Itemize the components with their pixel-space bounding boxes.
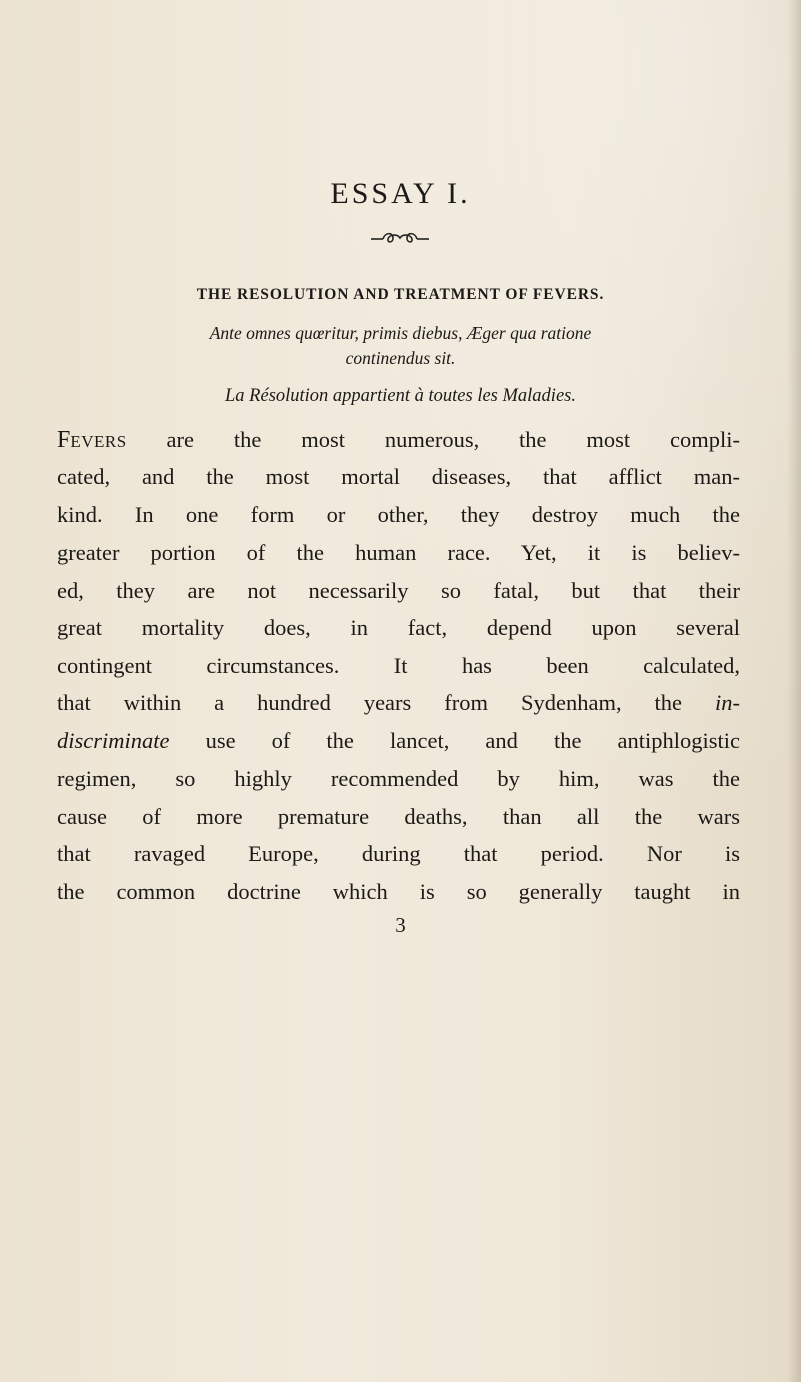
- epigraph-latin-line1: Ante omnes quœritur, primis diebus, Æger qua ratione: [209, 323, 592, 343]
- body-line: that ravaged Europe, during that period. Nor is: [57, 841, 740, 866]
- essay-subtitle: THE RESOLUTION AND TREATMENT OF FEVERS.: [196, 286, 605, 303]
- essay-title: ESSAY I.: [330, 177, 471, 210]
- body-line: [57, 428, 740, 452]
- body-line: the common doctrine which is so generally taught in: [57, 879, 740, 904]
- body-line: cated, and the most mortal diseases, that afflict man-: [57, 464, 740, 489]
- italic-word: discriminate: [57, 728, 170, 753]
- body-line-text: use of the lancet, and the antiphlogistic: [169, 728, 740, 753]
- body-line: ed, they are not necessarily so fatal, but that their: [57, 578, 740, 603]
- body-line: [57, 730, 740, 753]
- first-word-initial: F: [57, 427, 71, 453]
- body-line: kind. In one form or other, they destroy much the: [57, 502, 740, 527]
- page-number: 3: [395, 913, 406, 937]
- epigraph-french: La Résolution appartient à toutes les Maladies.: [225, 386, 576, 406]
- body-line: cause of more premature deaths, than all the wars: [57, 804, 740, 829]
- body-line-text: that within a hundred years from Sydenham, the: [57, 690, 715, 715]
- body-line: greater portion of the human race. Yet, it is believ-: [57, 540, 740, 565]
- body-line-text: are the most numerous, the most compli-: [126, 427, 740, 452]
- body-line: contingent circumstances. It has been calculated,: [57, 653, 740, 678]
- first-word-smallcaps: EVERS: [70, 432, 127, 451]
- body-line: [57, 692, 740, 715]
- body-line: great mortality does, in fact, depend upon several: [57, 615, 740, 640]
- ornament-flourish-icon: [369, 229, 431, 247]
- body-line: regimen, so highly recommended by him, was the: [57, 766, 740, 791]
- italic-word: in-: [715, 690, 740, 715]
- epigraph-latin-line2: continendus sit.: [345, 348, 456, 368]
